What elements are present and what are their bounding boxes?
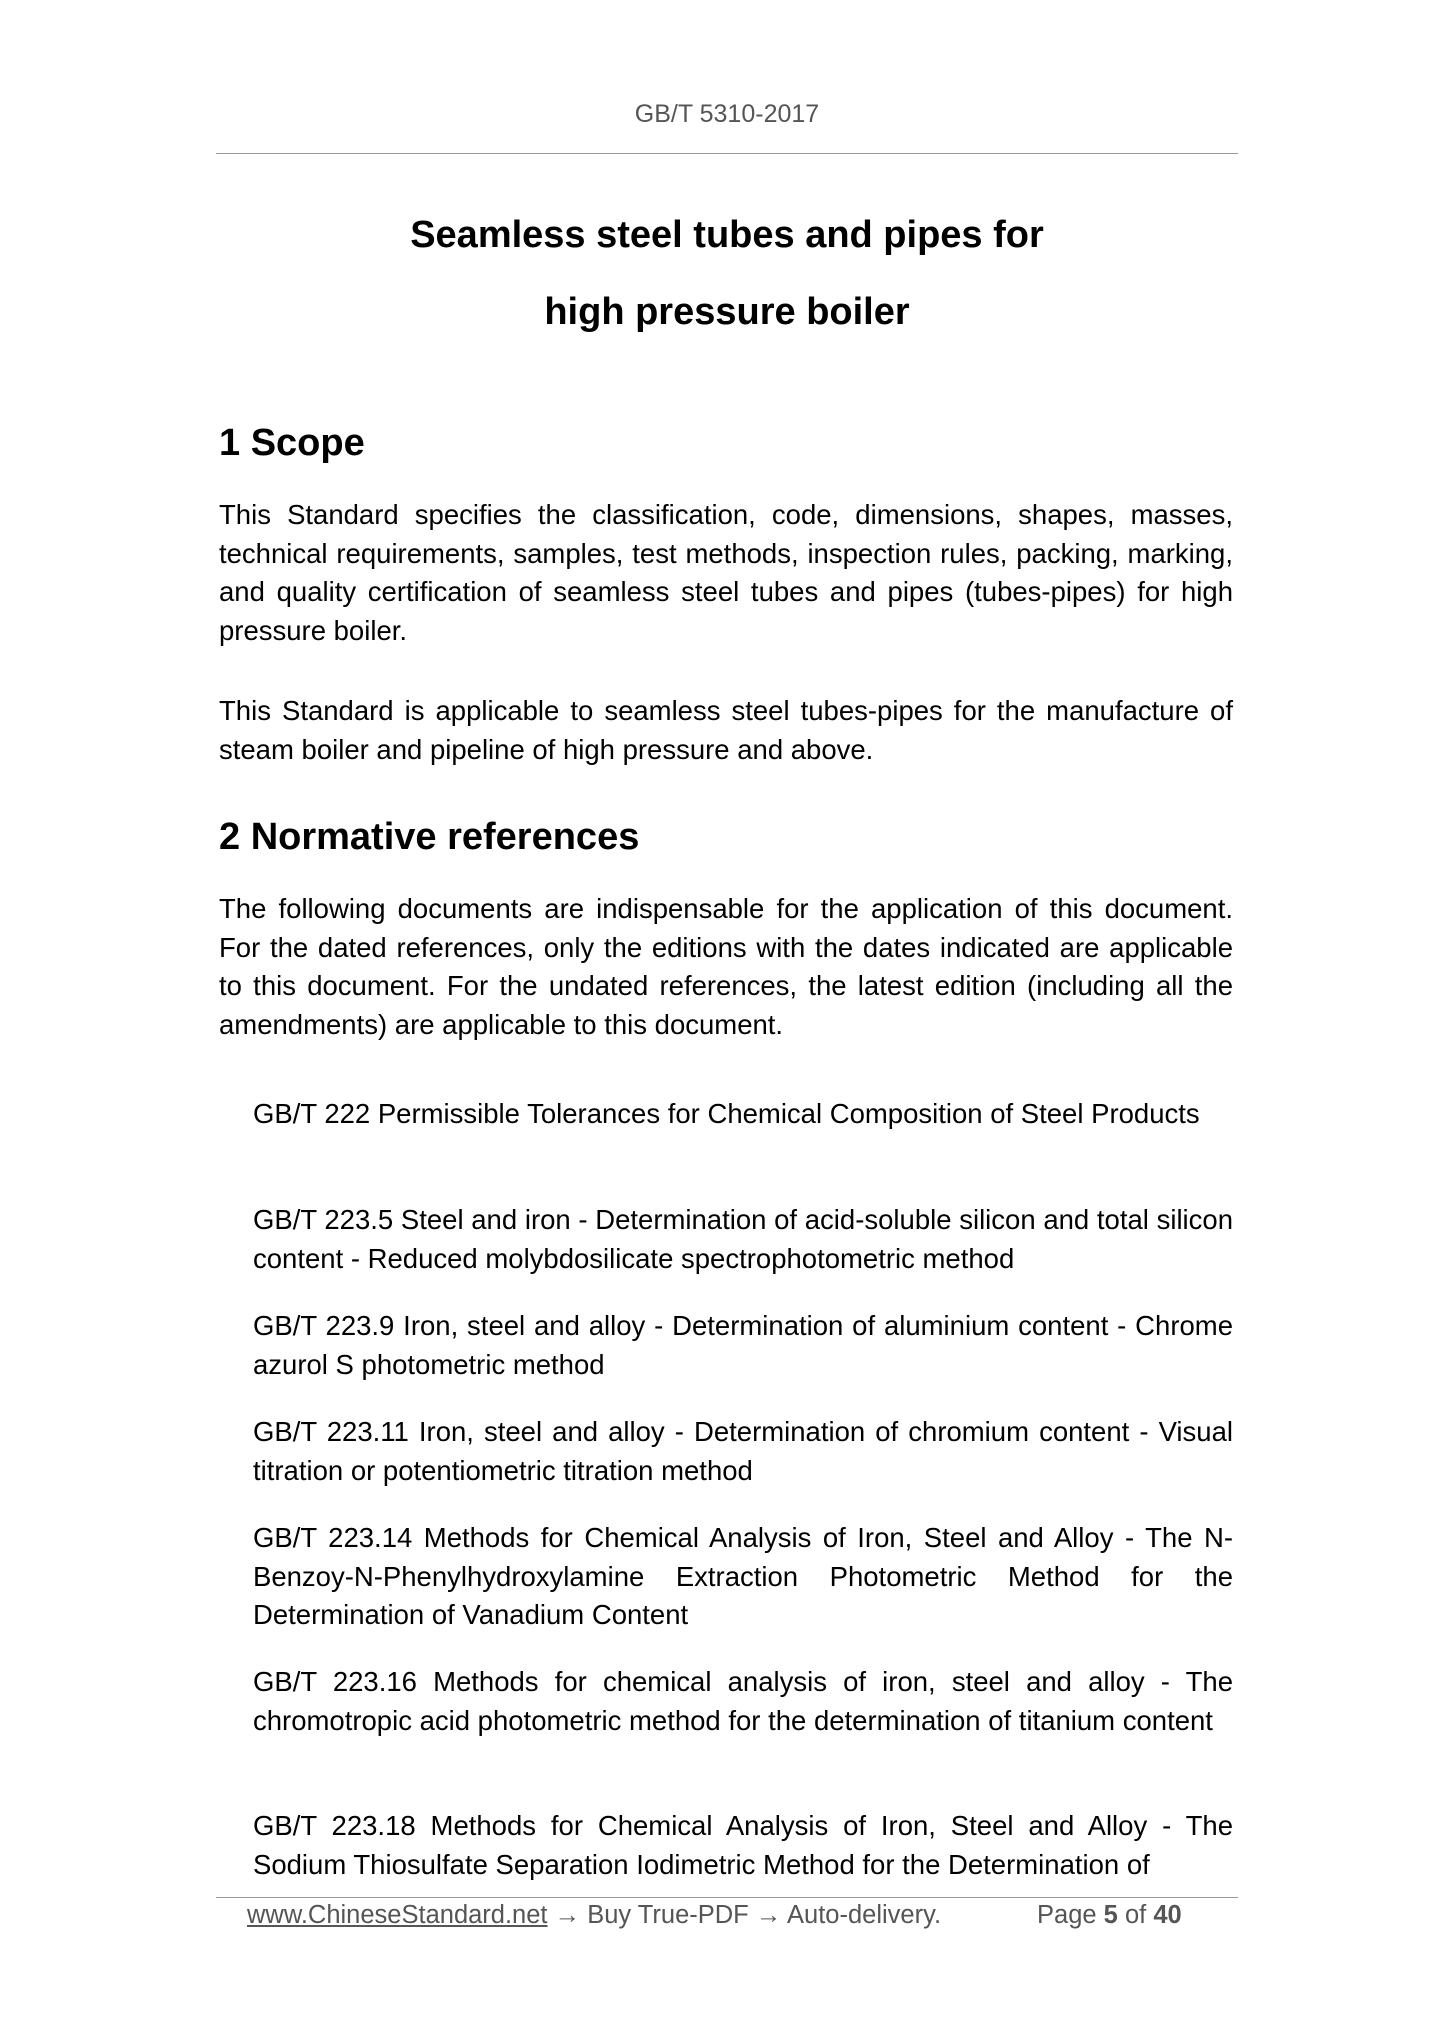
page-footer	[247, 1901, 1227, 1930]
footer-divider	[216, 1897, 1238, 1898]
reference-item: GB/T 223.18 Methods for Chemical Analysis of Iron, Steel and Alloy - The Sodium Thiosulfate Separation Iodimetric Method for the Determination of	[253, 1810, 1233, 1880]
arrow-right-icon: →	[554, 1901, 581, 1929]
header-divider	[216, 153, 1238, 154]
section-heading-normative-references: 2 Normative references	[219, 816, 640, 858]
buy-text: Buy True-PDF	[587, 1901, 749, 1929]
reference-item: GB/T 223.16 Methods for chemical analysis of iron, steel and alloy - The chromotropic acid photometric method for the determination of titanium content	[253, 1666, 1233, 1736]
arrow-right-icon: →	[755, 1901, 782, 1929]
page-of-label: of	[1124, 1901, 1147, 1929]
scope-paragraph-1: This Standard specifies the classification, code, dimensions, shapes, masses, technical requirements, samples, test methods, inspection rules, packing, marking, and quality certification of seamless steel tubes and pipes (tubes-pipes) for high pressure boiler.	[219, 499, 1233, 646]
reference-item: GB/T 223.14 Methods for Chemical Analysis of Iron, Steel and Alloy - The N-Benzoy-N-Phenylhydroxylamine Extraction Photometric Method for the Determination of Vanadium Content	[253, 1522, 1233, 1630]
reference-item: GB/T 222 Permissible Tolerances for Chemical Composition of Steel Products	[253, 1098, 1200, 1129]
reference-item: GB/T 223.9 Iron, steel and alloy - Determination of aluminium content - Chrome azurol S photometric method	[253, 1310, 1233, 1380]
page-header-standard-code: GB/T 5310-2017	[634, 100, 820, 128]
reference-item: GB/T 223.11 Iron, steel and alloy - Determination of chromium content - Visual titration or potentiometric titration method	[253, 1416, 1233, 1486]
page-total: 40	[1153, 1901, 1182, 1929]
references-intro-paragraph: The following documents are indispensable for the application of this document. For the dated references, only the editions with the dates indicated are applicable to this document. For the undated references, the latest edition (including all the amendments) are applicable to this document.	[219, 893, 1233, 1040]
site-link[interactable]: www.ChineseStandard.net	[247, 1901, 548, 1929]
page-label: Page	[1037, 1901, 1097, 1929]
section-heading-scope: 1 Scope	[219, 422, 365, 464]
document-title-line-2: high pressure boiler	[544, 291, 910, 333]
reference-item: GB/T 223.5 Steel and iron - Determination of acid-soluble silicon and total silicon content - Reduced molybdosilicate spectrophotometric method	[253, 1204, 1233, 1274]
page-number-info	[1037, 1901, 1182, 1930]
scope-paragraph-2: This Standard is applicable to seamless steel tubes-pipes for the manufacture of steam boiler and pipeline of high pressure and above.	[219, 695, 1233, 765]
page-current: 5	[1103, 1901, 1118, 1929]
delivery-text: Auto-delivery.	[787, 1901, 942, 1929]
document-title-line-1: Seamless steel tubes and pipes for	[410, 214, 1044, 256]
